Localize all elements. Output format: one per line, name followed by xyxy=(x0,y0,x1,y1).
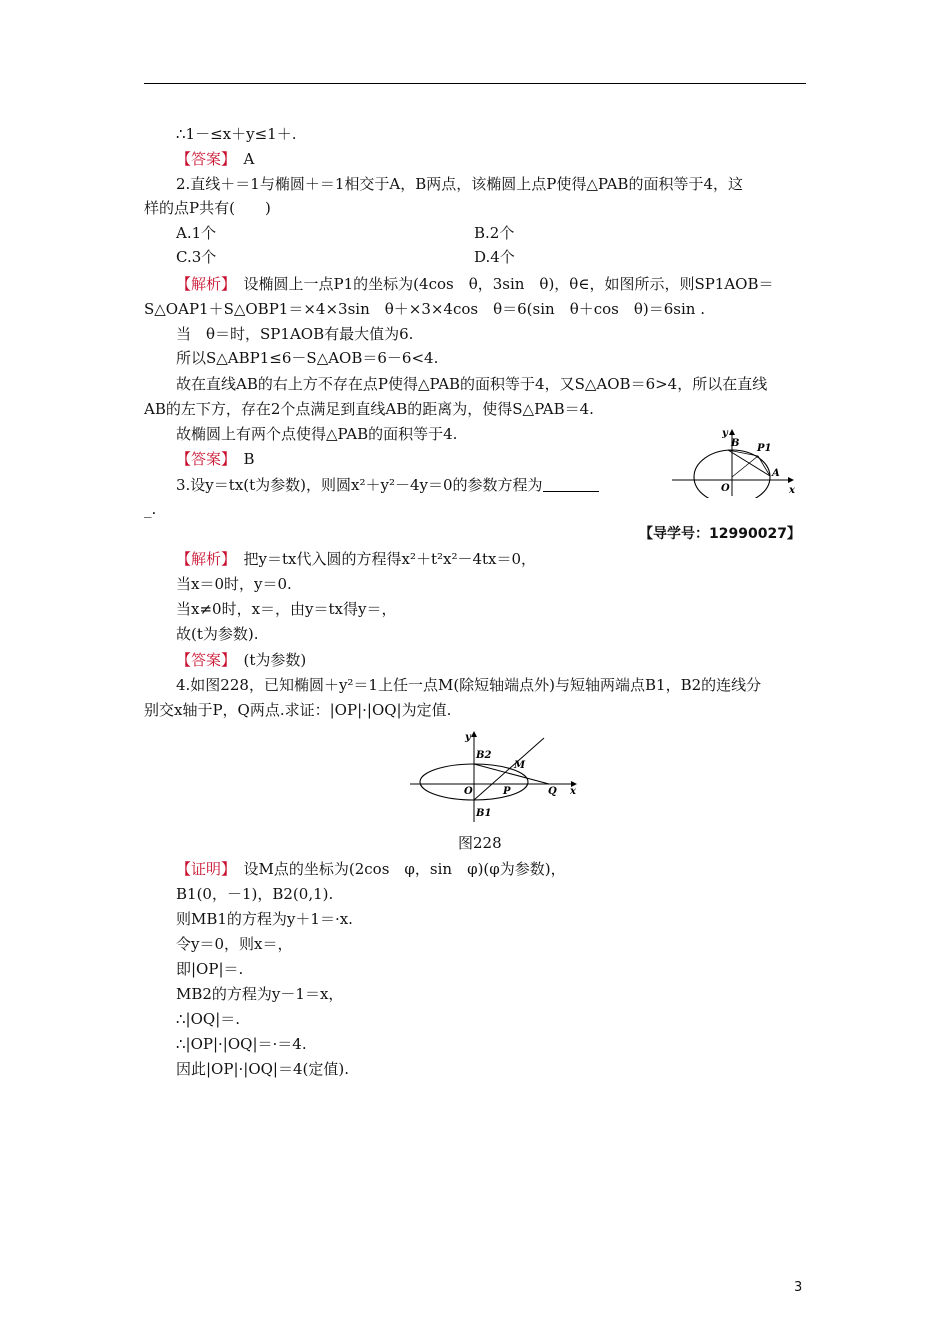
q2-option-b: B.2个 xyxy=(474,224,515,242)
answer-tag: 【答案】 xyxy=(176,150,229,168)
q2-solution-line6: AB的左下方，存在2个点满足到直线AB的距离为，使得S△PAB＝4. xyxy=(144,400,594,418)
q1-answer: A xyxy=(243,150,255,168)
q1-answer-line xyxy=(176,149,254,169)
q4-proof-line1: 【证明】 设M点的坐标为(2cos φ，sin φ)(φ为参数)， xyxy=(176,860,566,878)
q4-proof-line8: ∴|OP|·|OQ|＝·＝4. xyxy=(176,1035,307,1053)
figure-caption: 图228 xyxy=(458,834,502,852)
svg-text:x: x xyxy=(570,786,576,797)
guide-number: 【导学号：12990027】 xyxy=(639,526,801,542)
q4-proof-line7: ∴|OQ|＝. xyxy=(176,1010,241,1028)
svg-text:B1: B1 xyxy=(476,808,492,819)
q2-option-a: A.1个 xyxy=(176,224,217,242)
q2-ellipse-figure xyxy=(670,426,800,498)
q3-answer: (t为参数) xyxy=(243,651,307,669)
svg-text:y: y xyxy=(465,732,471,743)
q2-stem-line2: 样的点P共有( ) xyxy=(144,199,271,217)
q2-answer-line: 【答案】 B xyxy=(176,450,255,468)
q2-answer: B xyxy=(243,450,255,468)
svg-text:O: O xyxy=(464,786,473,797)
q4-stem-line2: 别交x轴于P，Q两点.求证：|OP|·|OQ|为定值. xyxy=(144,701,452,719)
q3-solution-line2: 当x＝0时，y＝0. xyxy=(176,575,292,593)
proof-tag: 【证明】 xyxy=(176,860,229,878)
q2-solution-line4: 所以S△ABP1≤6－S△AOB＝6－6<4. xyxy=(176,349,439,367)
svg-text:B: B xyxy=(731,438,740,449)
q3-answer-blank xyxy=(543,477,599,492)
svg-text:P1: P1 xyxy=(757,443,772,454)
svg-text:x: x xyxy=(789,485,795,496)
q4-ellipse-figure xyxy=(408,728,584,824)
q4-proof-line5: 即|OP|＝. xyxy=(176,960,244,978)
q2-solution-line7: 故椭圆上有两个点使得△PAB的面积等于4. xyxy=(176,425,458,443)
svg-text:P: P xyxy=(503,786,511,797)
q2-solution-line2: S△OAP1＋S△OBP1＝×4×3sin θ＋×3×4cos θ＝6(sin θ＋cos θ)＝6sin . xyxy=(144,300,705,318)
q3-stem-tail: _. xyxy=(144,500,157,518)
svg-text:Q: Q xyxy=(548,786,557,797)
q2-option-c: C.3个 xyxy=(176,248,217,266)
q4-proof-line6: MB2的方程为y－1＝x， xyxy=(176,985,344,1003)
q3-answer-line: 【答案】 (t为参数) xyxy=(176,651,307,669)
q3-solution-line1: 【解析】 把y＝tx代入圆的方程得x²＋t²x²－4tx＝0， xyxy=(176,550,537,568)
analysis-tag: 【解析】 xyxy=(176,275,229,293)
page-number: 3 xyxy=(794,1280,803,1295)
q4-stem-line1: 4.如图228，已知椭圆＋y²＝1上任一点M(除短轴端点外)与短轴两端点B1，B2的连线分 xyxy=(176,676,762,694)
svg-text:M: M xyxy=(514,760,526,771)
q3-solution-line3: 当x≠0时，x＝，由y＝tx得y＝， xyxy=(176,600,397,618)
q1-conclusion: ∴1－≤x＋y≤1＋. xyxy=(176,125,297,143)
q2-solution-line3: 当 θ＝时，SP1AOB有最大值为6. xyxy=(176,325,414,343)
q2-stem-line1: 2.直线＋＝1与椭圆＋＝1相交于A，B两点，该椭圆上点P使得△PAB的面积等于4，这 xyxy=(176,175,744,193)
q4-proof-line3: 则MB1的方程为y＋1＝·x. xyxy=(176,910,353,928)
q2-solution-line1: 【解析】 设椭圆上一点P1的坐标为(4cos θ，3sin θ)，θ∈，如图所示，则SP1AOB＝ xyxy=(176,275,774,293)
q4-proof-line2: B1(0，－1)，B2(0,1). xyxy=(176,885,334,903)
q4-proof-line9: 因此|OP|·|OQ|＝4(定值). xyxy=(176,1060,349,1078)
svg-text:y: y xyxy=(722,428,728,439)
q3-solution-line4: 故(t为参数). xyxy=(176,625,259,643)
svg-text:O: O xyxy=(721,483,730,494)
q4-proof-line4: 令y＝0，则x＝， xyxy=(176,935,293,953)
header-rule xyxy=(144,83,806,84)
svg-text:B2: B2 xyxy=(476,750,492,761)
svg-text:A: A xyxy=(772,468,780,479)
q2-option-d: D.4个 xyxy=(474,248,515,266)
q3-stem: 3.设y＝tx(t为参数)，则圆x²＋y²－4y＝0的参数方程为 xyxy=(176,475,599,495)
q2-solution-line5: 故在直线AB的右上方不存在点P使得△PAB的面积等于4，又S△AOB＝6>4，所以在直线 xyxy=(176,375,768,393)
